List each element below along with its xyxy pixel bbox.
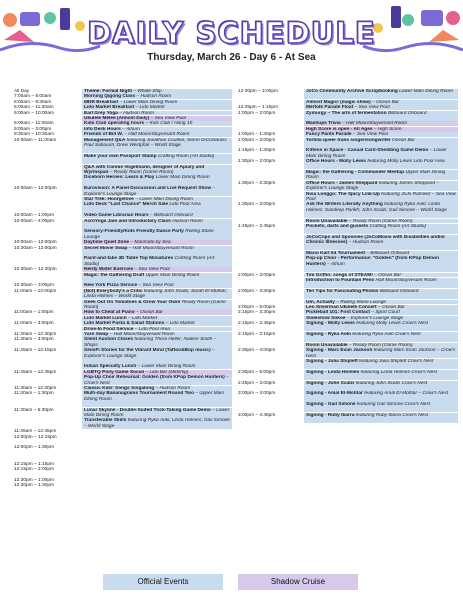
event-name: Geek Out On Tomatoes & Grow Your Own! xyxy=(84,299,181,305)
time-label: 2:45pm – 3:00pm xyxy=(238,380,276,386)
event-item xyxy=(82,337,232,347)
event-name: Pockets, darts and gussets xyxy=(306,224,369,229)
legend-official-events: Official Events xyxy=(103,574,223,590)
time-label: 3:00pm – 4:45pm xyxy=(238,413,276,418)
event-item xyxy=(304,381,458,391)
event-name: Room Unavailable xyxy=(306,342,348,348)
event-location: featuring Molly Lewis Crow's Nest xyxy=(354,321,428,327)
page-title: DAILY SCHEDULE xyxy=(87,16,376,50)
event-name: SemiFi Stories for the Vibrant Mind (Tattoo&Bop music) xyxy=(84,348,211,354)
event-location: – Lower Main Dining Room xyxy=(133,197,194,202)
event-name: Video Game Librarian Hours xyxy=(84,213,149,218)
event-name: Sensory-Friendly/Kids Friendly Dance Party xyxy=(84,229,184,235)
event-location: – Lido Bar (Midship) xyxy=(143,369,189,375)
event-item xyxy=(304,256,458,272)
time-label: 1:45pm – 2:45pm xyxy=(238,224,276,229)
event-name: Lido Deck "Last Chance" Merch Sale xyxy=(84,202,168,208)
event-location: Crafting Room (Art Studio) xyxy=(156,153,215,159)
event-name: Signing - Gail Simone xyxy=(306,402,356,408)
event-item xyxy=(304,132,458,137)
header xyxy=(0,0,463,75)
event-location: – Lower Main Dining Room xyxy=(306,148,447,159)
event-location: Ready Room (Game Room) xyxy=(84,299,226,310)
event-location: Lower Main Dining Room xyxy=(154,175,210,181)
event-item xyxy=(82,154,232,164)
event-name: Transferable Skills xyxy=(84,418,127,424)
event-name: Signing - Ruby Ibarra xyxy=(306,413,355,418)
event-name: Pop-up Choir - Performance: "Golden" (from KPop Demon Hunters) xyxy=(306,256,440,267)
event-item xyxy=(82,321,232,326)
event-location: Ocean Bar xyxy=(390,137,415,143)
event-location: featuring Ryka Aoki; Linda Holmes; Sandeep Parikh; John Scalzi; Gail Simone – World Stage xyxy=(306,202,447,213)
event-location: – Explorer's Lounge Stage xyxy=(345,315,404,321)
event-item xyxy=(304,370,458,380)
time-label: 10:00am – 12:00pm xyxy=(14,186,57,192)
event-location: featuring Molly Lewis Lido Pool Area xyxy=(365,159,445,165)
time-label: 11:45am – 12:45pm xyxy=(14,369,57,375)
time-label: 11:30am – 3:00pm xyxy=(14,337,54,343)
event-location: – Ocean Bar xyxy=(134,310,163,316)
event-item xyxy=(82,138,232,154)
time-label: 11:30am – 12:30pm xyxy=(14,332,57,337)
event-item xyxy=(304,348,458,358)
event-name: Star Trek: Hoorgelove xyxy=(84,197,134,202)
event-item xyxy=(304,192,458,202)
event-location: – Half Moon/Stuyvesant Room xyxy=(127,245,194,251)
event-location: – Lido Market xyxy=(134,105,165,110)
event-name: Signing - Ryka Aoki xyxy=(306,332,351,337)
event-name: Introduction to Fountain Pens xyxy=(306,278,375,283)
event-name: Q&A with Connie Vogelmann, designer of Apiary and Wyrmspan xyxy=(84,164,205,175)
event-name: Tortilla queer trans singer/songwriter xyxy=(306,137,391,143)
event-name: Make your own Passport Stamp xyxy=(84,153,157,159)
time-label: 11:00am – 12:00pm xyxy=(14,288,57,294)
event-item xyxy=(304,359,458,369)
event-item xyxy=(304,170,458,180)
event-name: Magic: the Gathering - Commander Meetup xyxy=(306,170,405,175)
event-name: Lido Market Lunch xyxy=(84,315,127,321)
event-item xyxy=(82,165,232,175)
time-label: 9:00am – 3:00pm xyxy=(14,126,52,132)
event-location: Hudson Room xyxy=(170,218,203,224)
time-label: 10:30am – 3:00pm xyxy=(14,283,55,289)
event-name: Almost Magic! (magic show) xyxy=(306,99,371,105)
event-location: – Ocean Bar xyxy=(372,272,402,278)
time-label: 10:30am – 12:00pm xyxy=(14,245,57,251)
event-item xyxy=(304,224,458,234)
time-label: 12:00pm – 1:30pm xyxy=(14,445,55,451)
event-item xyxy=(304,391,458,401)
event-location: featuring John Scalzi Crow's Nest xyxy=(354,380,428,386)
event-location: Crafting Room (Art Studio) xyxy=(84,256,215,267)
event-item xyxy=(82,186,232,196)
time-label: 2:15pm – 3:15pm xyxy=(238,332,276,337)
event-item xyxy=(82,267,232,272)
event-location: – Lido Market xyxy=(164,321,195,326)
event-name: Lido Market Pasta & Salad Stations xyxy=(84,321,165,326)
time-label: 2:30pm – 4:00pm xyxy=(238,348,276,354)
event-item xyxy=(82,202,232,212)
event-name: High Score is open - All Ages xyxy=(306,126,373,132)
time-label: 2:30pm – 5:00pm xyxy=(238,369,276,375)
event-name: Room Unavailable xyxy=(306,218,348,224)
time-label: 12:15pm – 2:00pm xyxy=(14,467,55,472)
event-item xyxy=(304,289,458,299)
event-name: Leo Silverman Ukulele Concert xyxy=(306,305,377,310)
event-name: Lido Market Breakfast xyxy=(84,105,135,110)
event-location: – Whale Ship xyxy=(131,89,162,94)
event-item xyxy=(82,300,232,310)
time-label: 8:00am – 9:30am xyxy=(14,99,52,105)
event-name: Ten Tips for Fascinating Photos xyxy=(306,288,379,294)
event-name: Silent Auction Closes xyxy=(84,337,134,343)
event-location: featuring John Scalzi; Sarah El-Mohtar; Linda Holmes – World Stage xyxy=(84,288,228,299)
event-location: featuring Ruby Ibarra Crow's Nest xyxy=(354,413,428,418)
event-name: Classic Kids' Songs Singalong xyxy=(84,386,155,391)
event-location: – High Score xyxy=(372,126,402,132)
event-name: JoCo Community Archive Scrapbooking xyxy=(306,89,398,94)
event-item xyxy=(304,105,458,110)
event-name: Secret Movie Swap xyxy=(84,245,128,251)
event-location: – Ocean Bar xyxy=(376,305,405,310)
event-location: – Billboard Onboard xyxy=(148,213,193,218)
event-name: Drive-In Food Service xyxy=(84,326,134,332)
event-item xyxy=(82,370,232,375)
event-item xyxy=(82,408,232,418)
event-location: – Rolling Stone Lounge xyxy=(334,299,387,305)
event-item xyxy=(82,246,232,256)
time-label: 2:15pm – 3:30pm xyxy=(238,310,276,316)
event-name: Nisa Longgo: The Spicy Link-Up xyxy=(306,191,380,197)
event-item xyxy=(82,256,232,266)
event-item xyxy=(82,197,232,202)
time-label: 10:00am – 12:00pm xyxy=(14,240,57,246)
event-location: – Atrium xyxy=(120,126,140,132)
event-item xyxy=(304,138,458,148)
event-name: Paint-and-take 3D Table Top Miniatures xyxy=(84,256,174,262)
event-item xyxy=(304,402,458,412)
time-label: 12:45pm – 1:15pm xyxy=(238,105,279,111)
event-location: Lower Main Dining Room xyxy=(397,89,453,94)
event-location: featuring Ryka Aoki; Linda Holmes; Gail Simone – World Stage xyxy=(84,418,230,429)
event-name: Tim Griffin: songs of STEAM! xyxy=(306,272,373,278)
event-name: Diceborn Heroes: Learn & Play xyxy=(84,175,155,181)
time-label: All Day xyxy=(14,89,30,94)
event-name: Kittens in Space - Casual Card-Shedding Game Demo xyxy=(306,148,429,154)
legend-shadow-cruise: Shadow Cruise xyxy=(238,574,358,590)
event-name: Merfolk Parade Float xyxy=(306,105,354,110)
time-label: 10:00am – 11:00am xyxy=(14,137,57,143)
time-label: 11:45am – 12:45pm xyxy=(14,429,57,435)
event-name: How to Cheat at Piano xyxy=(84,310,135,316)
event-location: – Ocean Bar xyxy=(370,99,400,105)
event-item xyxy=(82,332,232,337)
event-name: Friends of Bill W. xyxy=(84,132,123,137)
event-item xyxy=(304,413,458,423)
event-location: featuring Ryka Aoki Crow's Nest xyxy=(350,332,421,337)
event-name: Morning Qigong Class xyxy=(84,94,136,100)
time-label: 7:00am – 8:00am xyxy=(14,94,52,100)
event-item xyxy=(82,283,232,288)
event-name: LGBTQ Pony Game Social xyxy=(84,369,144,375)
event-location: – Lower Main Dining Room xyxy=(118,99,178,105)
event-location: Rolling Stone Lounge xyxy=(84,229,214,240)
event-item xyxy=(82,175,232,185)
time-label: 11:00am – 3:00pm xyxy=(14,321,54,327)
event-location: – Hudson Room xyxy=(154,386,191,391)
event-location: featuring Gail Simone Crow's Nest xyxy=(355,402,431,408)
event-item xyxy=(304,100,458,105)
event-location: featuring Thera Heller; Nadine Smith – Shops xyxy=(84,337,217,348)
event-name: AcroYoga Jam and Introductory Class xyxy=(84,218,171,224)
event-name: MDR Breakfast xyxy=(84,99,119,105)
event-item xyxy=(82,364,232,369)
event-location: featuring Julia Shiplett Crow's Nest xyxy=(357,359,434,364)
event-name: Signing - Linda Holmes xyxy=(306,369,360,375)
event-name: Earl Grey Yoga xyxy=(84,110,118,116)
event-location: Crafting Room (Art Studio) xyxy=(368,224,426,229)
event-name: Management Q&A xyxy=(84,137,126,143)
event-name: Signing - Amal El-Mohtar xyxy=(306,391,363,397)
event-item xyxy=(304,121,458,126)
event-item xyxy=(82,111,232,116)
event-location: – Billboard Onboard xyxy=(365,251,410,256)
event-name: Yarn Swap xyxy=(84,332,109,337)
event-item xyxy=(304,127,458,132)
legend xyxy=(0,574,463,594)
event-location: – Hudson Room xyxy=(135,94,172,100)
event-name: Signing - Molly Lewis xyxy=(306,321,355,327)
event-location: – Ready Room (Game Room) xyxy=(108,170,174,175)
page-subtitle: Thursday, March 26 - Day 6 - At Sea xyxy=(147,52,316,63)
event-name: Office Hours - James Sheppard xyxy=(306,180,378,186)
event-item xyxy=(82,240,232,245)
event-location: – Sea View Pool xyxy=(133,267,170,272)
event-location: – Ready Room (Game Room) xyxy=(347,342,413,348)
event-name: Nerdy Water Exercise xyxy=(84,267,134,272)
time-label: 10:00am – 4:00pm xyxy=(14,218,55,224)
event-item xyxy=(82,348,232,364)
event-location: – Half Moon/Stuyvesant Room xyxy=(108,332,175,337)
event-item xyxy=(82,229,232,239)
event-item xyxy=(304,202,458,218)
event-location: featuring JoJo Ramirez – Sea View Pool xyxy=(306,191,456,202)
event-item xyxy=(304,219,458,224)
event-name: Indian Specialty Lunch xyxy=(84,364,137,370)
event-name: Multi-day Bananagrams Tournament Round Two xyxy=(84,391,194,397)
event-name: Ukulele Melee (Almost Daily) xyxy=(84,116,150,121)
event-item xyxy=(304,235,458,251)
event-item xyxy=(82,213,232,218)
time-label: 1:00pm – 2:00pm xyxy=(238,110,276,116)
event-location: Billboard Onboard xyxy=(378,288,419,294)
time-label: 2:00pm – 5:00pm xyxy=(238,305,276,310)
event-name: Fancy Pants Parade xyxy=(306,132,352,137)
event-name: Mario Kart 64 Tournament xyxy=(306,251,366,256)
event-item xyxy=(304,305,458,310)
time-label: 3:00pm – 4:00pm xyxy=(238,391,276,397)
event-location: – Ready Room (Game Room) xyxy=(347,218,413,224)
event-location: – Explorer's Lounge Stage xyxy=(84,186,216,197)
event-name: Pickleball 101: First Contact xyxy=(306,310,370,316)
event-location: – Explorer's Lounge Stage xyxy=(84,348,215,359)
event-item xyxy=(82,375,232,385)
time-label: 1:30pm – 2:00pm xyxy=(238,159,276,165)
event-item xyxy=(304,148,458,158)
event-name: Eurovision: A Panel Discussion and Live Request Show xyxy=(84,186,212,192)
event-item xyxy=(82,418,232,428)
time-label: 12:30pm – 1:00pm xyxy=(14,477,55,483)
event-item xyxy=(304,111,458,121)
event-location: – Sport Court xyxy=(369,310,400,316)
event-name: Daytime Quiet Zone xyxy=(84,240,130,245)
event-name: Kids Club operating hours xyxy=(84,121,145,127)
event-name: Signing - Julia Shiplett xyxy=(306,359,358,364)
time-label: 11:30am – 12:30pm xyxy=(14,386,57,391)
event-item xyxy=(304,343,458,348)
event-location: featuring Jonathan Coulton; Storm DiCostanzo; Paul Sabourin; Drew Westphal – World Stage xyxy=(84,137,228,148)
time-label: 12:30pm – 3:00pm xyxy=(238,89,279,94)
time-label: 10:30am – 12:30pm xyxy=(14,267,57,273)
event-item xyxy=(304,273,458,278)
event-location: featuring Marc Evan Jackson – Crow's Nest xyxy=(306,348,456,359)
event-item xyxy=(304,321,458,331)
time-label: 11:30am – 5:30pm xyxy=(14,407,54,413)
time-label: 9:00am – 10:00am xyxy=(14,110,55,116)
time-label: 1:30pm – 2:30pm xyxy=(238,180,276,186)
time-label: 1:30pm – 3:00pm xyxy=(238,202,276,208)
event-name: Theme: Formal Night xyxy=(84,89,132,94)
event-location: featuring Linda Holmes Crow's Nest xyxy=(359,369,438,375)
event-name: Signing - John Scalzi xyxy=(306,380,355,386)
time-label: 1:00pm – 1:30pm xyxy=(238,132,276,138)
event-location: – Marimoto by Sea xyxy=(129,240,171,245)
event-item xyxy=(82,127,232,132)
event-location: Upper Main Dining Room xyxy=(144,272,200,278)
event-location: – Lido Market xyxy=(126,315,158,321)
time-label: 10:00am – 1:00pm xyxy=(14,213,55,219)
time-label: 9:30am – 10:30am xyxy=(14,132,55,138)
event-item xyxy=(82,219,232,229)
event-location: Billboard Onboard xyxy=(386,110,427,116)
time-label: 12:00pm – 12:15pm xyxy=(14,434,57,440)
event-item xyxy=(304,332,458,342)
event-name: Lunar Skyline - Double-Suited Trick-Taking Game Demo xyxy=(84,407,211,413)
event-item xyxy=(304,278,458,288)
event-name: Slideshow Sokoe xyxy=(306,315,346,321)
event-location: Lido Pool Area xyxy=(168,202,201,208)
event-location: – Lower Main Dining Room xyxy=(136,364,196,370)
event-location: – Crow's Nest xyxy=(84,375,229,386)
event-item xyxy=(82,132,232,137)
event-item xyxy=(82,327,232,332)
event-location: – Hudson Room xyxy=(117,110,154,116)
event-name: Magic: the Gathering Draft xyxy=(84,272,145,278)
event-location: – Sea View Pool xyxy=(353,105,390,110)
event-item xyxy=(82,386,232,391)
event-item xyxy=(304,159,458,169)
event-name: Office Hours - Molly Lewis xyxy=(306,159,366,165)
event-name: Ask the Writers Literally Anything xyxy=(306,202,383,208)
event-name: Signing - Marc Evan Jackson xyxy=(306,348,373,354)
event-location: – Kids Club / Hang 10 xyxy=(144,121,193,127)
event-location: Half Moon/Stuyvesant Room xyxy=(374,278,437,283)
event-name: Zymurgy – The arts of fermentation xyxy=(306,110,387,116)
event-item xyxy=(82,94,232,99)
event-item xyxy=(82,89,232,94)
event-name: Info Desk Hours xyxy=(84,126,121,132)
time-label: 2:15pm – 2:45pm xyxy=(238,321,276,327)
time-label: 9:00am – 11:00am xyxy=(14,121,54,127)
event-item xyxy=(304,181,458,191)
event-item xyxy=(304,89,458,99)
event-name: New York Pizza Service xyxy=(84,283,138,289)
time-label: 8:00am – 11:30am xyxy=(14,105,54,111)
event-name: (Not) Everybody's a Critic xyxy=(84,288,143,294)
time-label: 1:15pm – 1:30pm xyxy=(238,148,276,154)
time-label: 11:45am – 12:15pm xyxy=(14,348,57,354)
event-name: Mashups Trivia xyxy=(306,121,341,127)
event-name: JoCoCrips and Spoonies (JoCoMoxis with Disabilities and/or Chronic Illnesses) xyxy=(306,234,446,246)
event-item xyxy=(304,300,458,305)
event-item xyxy=(82,273,232,283)
time-label: 2:00pm – 3:00pm xyxy=(238,272,276,278)
event-item xyxy=(82,100,232,105)
event-location: – Hudson Room xyxy=(347,240,384,246)
time-label: 11:30am – 1:30pm xyxy=(14,391,54,397)
event-location: – Upper Main Dining Room xyxy=(84,391,225,402)
event-location: – Half Moon/Stuyvesant Room xyxy=(122,132,190,137)
time-label: 11:00am – 1:00pm xyxy=(14,310,54,316)
event-location: Upper Main Dining Room xyxy=(306,170,446,181)
time-label: 1:00pm – 3:00pm xyxy=(238,137,276,143)
time-label: 2:00pm – 3:30pm xyxy=(238,288,276,294)
event-location: – Atrium xyxy=(325,261,345,267)
event-location: – Half Moon/Stuyvesant Room xyxy=(340,121,408,127)
event-location: featuring Amal El-Mohtar – Crow's Nest xyxy=(362,391,449,397)
event-item xyxy=(82,289,232,299)
event-item xyxy=(82,316,232,321)
event-item xyxy=(304,316,458,321)
event-item xyxy=(82,105,232,110)
event-item xyxy=(82,121,232,126)
time-label: 12:30pm – 1:30pm xyxy=(14,483,55,489)
event-item xyxy=(304,310,458,315)
event-item xyxy=(82,310,232,315)
event-name: Um, Actually xyxy=(306,299,335,305)
event-location: featuring James Sheppard – Explorer's Lounge Stage xyxy=(306,180,440,191)
event-location: – Sea View Pool xyxy=(149,116,186,121)
event-name: Pop-Up Choir Rehearsal: Golden (from KPop Demon Hunters) xyxy=(84,375,225,381)
event-item xyxy=(304,251,458,256)
event-location: – Lower Main Dining Room xyxy=(84,407,230,418)
time-label: 12:15pm – 1:15pm xyxy=(14,461,55,467)
event-location: – Sea View Pool xyxy=(351,132,389,137)
event-item xyxy=(82,116,232,121)
event-location: – Sea View Pool xyxy=(137,283,174,289)
event-location: – Lido Pool Area xyxy=(133,326,170,332)
event-item xyxy=(82,391,232,407)
